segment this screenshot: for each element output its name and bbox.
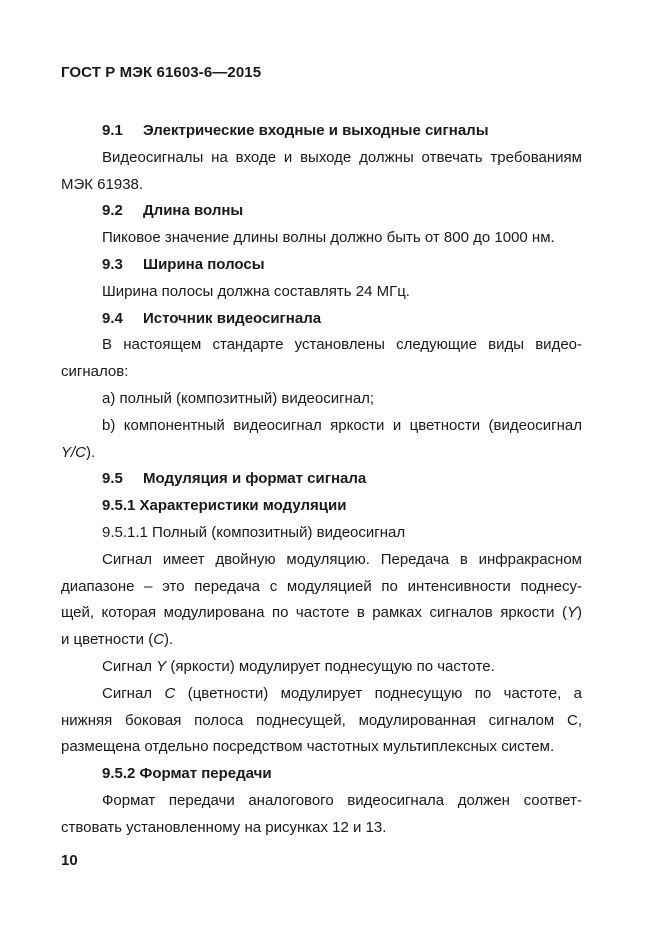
- paragraph-line: [61, 440, 582, 467]
- italic-term: Y/C: [61, 443, 87, 461]
- paragraph-line: В настоящем стандарте установлены следующие виды видео-: [102, 336, 582, 354]
- text-run: (яркости) модулирует поднесущую по частоте.: [166, 657, 495, 675]
- section-title: Электрические входные и выходные сигналы: [143, 122, 489, 139]
- document-body: [61, 118, 582, 842]
- paragraph-line: [61, 681, 582, 708]
- text-run: Сигнал: [102, 684, 165, 702]
- section-number: 9.1: [102, 122, 123, 139]
- paragraph-line: сигналов:: [61, 363, 129, 381]
- section-number: 9.2: [102, 202, 123, 220]
- section-title: Источник видеосигнала: [143, 309, 322, 327]
- paragraph-line: нижняя боковая полоса поднесущей, модулированная сигналом С,: [61, 711, 582, 729]
- text-run: (цветности) модулирует поднесущую по частоте, а: [175, 684, 582, 702]
- section-title: Ширина полосы: [143, 255, 265, 273]
- section-heading-9-1: [61, 118, 582, 145]
- paragraph-line: [61, 627, 582, 654]
- section-title: Модуляция и формат сигнала: [143, 470, 367, 488]
- section-number: 9.5: [102, 470, 123, 488]
- italic-term: Y: [566, 604, 577, 622]
- paragraph-line: МЭК 61938.: [61, 175, 144, 193]
- paragraph-line: размещена отдельно посредством частотных мультиплексных систем.: [61, 738, 555, 756]
- section-heading-9-3: [61, 252, 582, 279]
- section-heading-9-4: [61, 306, 582, 333]
- section-number: 9.4: [102, 309, 123, 327]
- list-item-b: b) компонентный видеосигнал яркости и цветности (видеосигнал: [102, 416, 582, 434]
- section-heading-9-2: [61, 198, 582, 225]
- italic-term: С: [153, 631, 165, 649]
- section-heading-9-5-2: 9.5.2 Формат передачи: [102, 765, 272, 783]
- paragraph-line: Сигнал имеет двойную модуляцию. Передача в инфракрасном: [102, 550, 582, 568]
- text-run: Сигнал: [102, 657, 157, 675]
- subsection-heading-9-5-1-1: 9.5.1.1 Полный (композитный) видеосигнал: [102, 523, 406, 541]
- paragraph-line: Формат передачи аналогового видеосигнала должен соответ-: [102, 791, 582, 809]
- text-run: ).: [164, 631, 174, 649]
- paragraph-line: ствовать установленному на рисунках 12 и 13.: [61, 818, 387, 836]
- italic-term: Y: [156, 657, 167, 675]
- paragraph-line: [61, 600, 582, 627]
- section-heading-9-5-1: 9.5.1 Характеристики модуляции: [102, 497, 347, 515]
- paragraph-line: диапазоне – это передача с модуляцией по интенсивности поднесу-: [61, 577, 582, 595]
- document-header: ГОСТ Р МЭК 61603-6—2015: [61, 64, 262, 81]
- section-number: 9.3: [102, 255, 123, 273]
- paragraph-line: Ширина полосы должна составлять 24 МГц.: [102, 282, 410, 300]
- paragraph-line: Видеосигналы на входе и выходе должны отвечать требованиям: [102, 148, 582, 166]
- list-item-a: a) полный (композитный) видеосигнал;: [102, 389, 375, 407]
- paragraph-line: Пиковое значение длины волны должно быть от 800 до 1000 нм.: [102, 229, 555, 247]
- page-number: 10: [61, 852, 78, 869]
- italic-term: С: [164, 684, 176, 702]
- section-heading-9-5: [61, 466, 582, 493]
- text-run: и цветности (: [61, 631, 154, 649]
- text-run: ): [577, 604, 582, 622]
- text-run: щей, которая модулирована по частоте в рамках сигналов яркости (: [61, 604, 567, 622]
- paragraph-line: [61, 654, 582, 681]
- text-run: ).: [86, 443, 96, 461]
- section-title: Длина волны: [143, 202, 244, 220]
